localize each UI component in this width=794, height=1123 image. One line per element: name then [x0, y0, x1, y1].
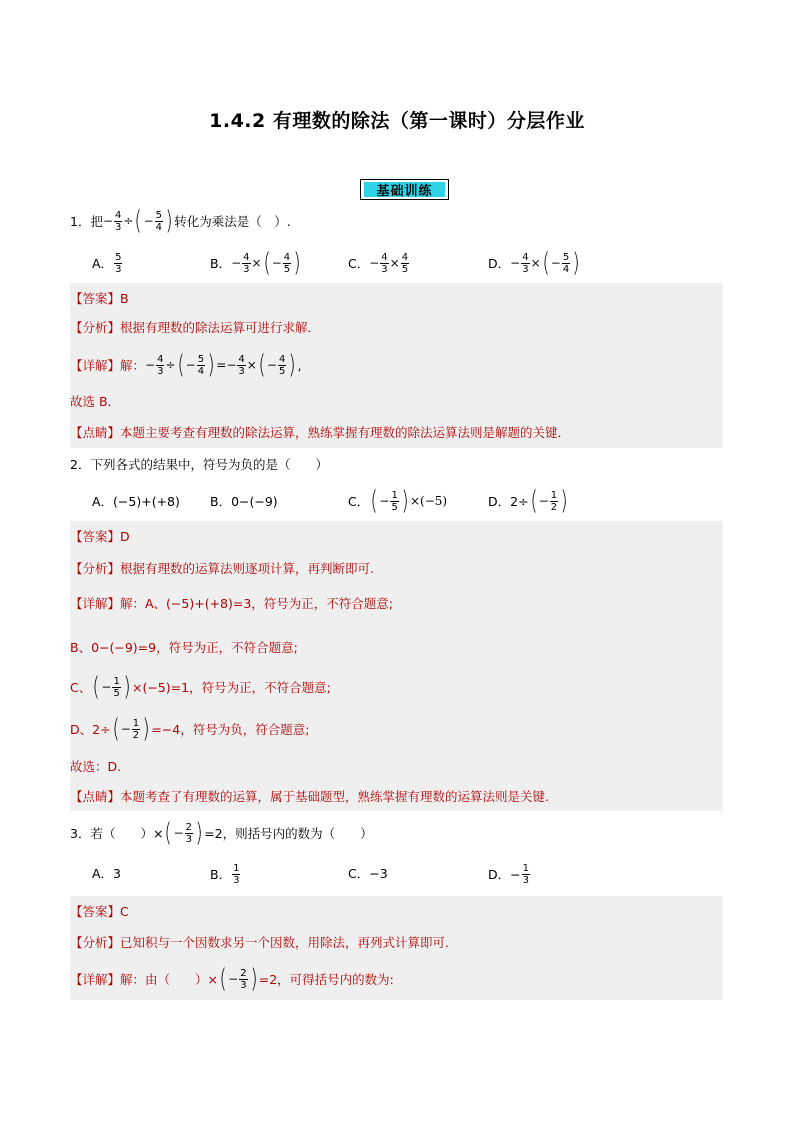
- q1-comment: 【点睛】本题主要考查有理数的除法运算，熟练掌握有理数的除法运算法则是解题的关键．: [70, 425, 571, 440]
- q3-answer: 【答案】C: [70, 904, 129, 919]
- q3-analysis: 【分析】已知积与一个因数求另一个因数，用除法，再列式计算即可．: [70, 935, 458, 950]
- q2-stem: 2．下列各式的结果中，符号为负的是（ ）: [70, 457, 328, 472]
- q1-option-c: C． − $\frac{4}{3}$ × $\frac{4}{5}$: [348, 251, 409, 275]
- q2-option-d: D．2÷ ( − $\frac{1}{2}$ ): [488, 486, 568, 516]
- q3-option-b: B． $\frac{1}{3}$: [210, 862, 240, 886]
- q1-option-a: A． $\frac{5}{3}$: [92, 251, 122, 275]
- q2-detail-a: 【详解】解：A、(−5)+(+8)=3，符号为正，不符合题意;: [70, 596, 394, 611]
- q2-option-b: B．0−(−9): [210, 494, 278, 509]
- page-title: 1.4.2 有理数的除法（第一课时）分层作业: [209, 110, 585, 132]
- q1-detail: 【详解】解： − $\frac{4}{3}$ ÷ ( − $\frac{5}{4}$ ) =− $\frac{4}{3}$ × ( − $\frac{4}{5}$ ) ,: [70, 350, 302, 380]
- q3-option-c: C．−3: [348, 866, 388, 881]
- q2-conclusion: 故选：D.: [70, 759, 122, 774]
- q3-option-d: D．− $\frac{1}{3}$: [488, 862, 529, 886]
- q1-option-b: B． − $\frac{4}{3}$ × ( − $\frac{4}{5}$ ): [210, 248, 301, 278]
- section-label: 基础训练: [364, 182, 445, 197]
- q2-detail-b: B、0−(−9)=9，符号为正，不符合题意;: [70, 640, 298, 655]
- q1-option-d: D． − $\frac{4}{3}$ × ( − $\frac{5}{4}$ ): [488, 248, 580, 278]
- q3-detail: 【详解】解：由（ ）× ( − $\frac{2}{3}$ ) =2，可得括号内的数为:: [70, 964, 394, 994]
- section-badge: [360, 179, 449, 200]
- q1-conclusion: 故选 B．: [70, 394, 121, 409]
- q2-analysis: 【分析】根据有理数的运算法则逐项计算，再判断即可.: [70, 561, 374, 576]
- q2-detail-d: D、2÷ ( − $\frac{1}{2}$ ) =−4，符号为负，符合题意;: [70, 714, 310, 744]
- q3-stem: 3．若（ ）× ( − $\frac{2}{3}$ ) =2，则括号内的数为（ ）: [70, 818, 373, 848]
- q1-stem: 1．把 − $\frac{4}{3}$ ÷ ( − $\frac{5}{4}$ ) 转化为乘法是（ ）.: [70, 206, 291, 236]
- q1-analysis: 【分析】根据有理数的除法运算可进行求解．: [70, 320, 321, 335]
- q2-option-c: C． ( − $\frac{1}{5}$ ) ×(−5): [348, 486, 448, 516]
- q1-answer: 【答案】B: [70, 291, 129, 306]
- q2-comment: 【点睛】本题考查了有理数的运算，属于基础题型，熟练掌握有理数的运算法则是关键.: [70, 789, 549, 804]
- q2-detail-c: C、 ( − $\frac{1}{5}$ ) ×(−5)=1，符号为正，不符合题意;: [70, 672, 331, 702]
- q2-option-a: A．(−5)+(+8): [92, 494, 180, 509]
- q2-answer: 【答案】D: [70, 529, 130, 544]
- fraction: $\frac{4}{3}$: [115, 209, 122, 233]
- q3-option-a: A．3: [92, 866, 122, 881]
